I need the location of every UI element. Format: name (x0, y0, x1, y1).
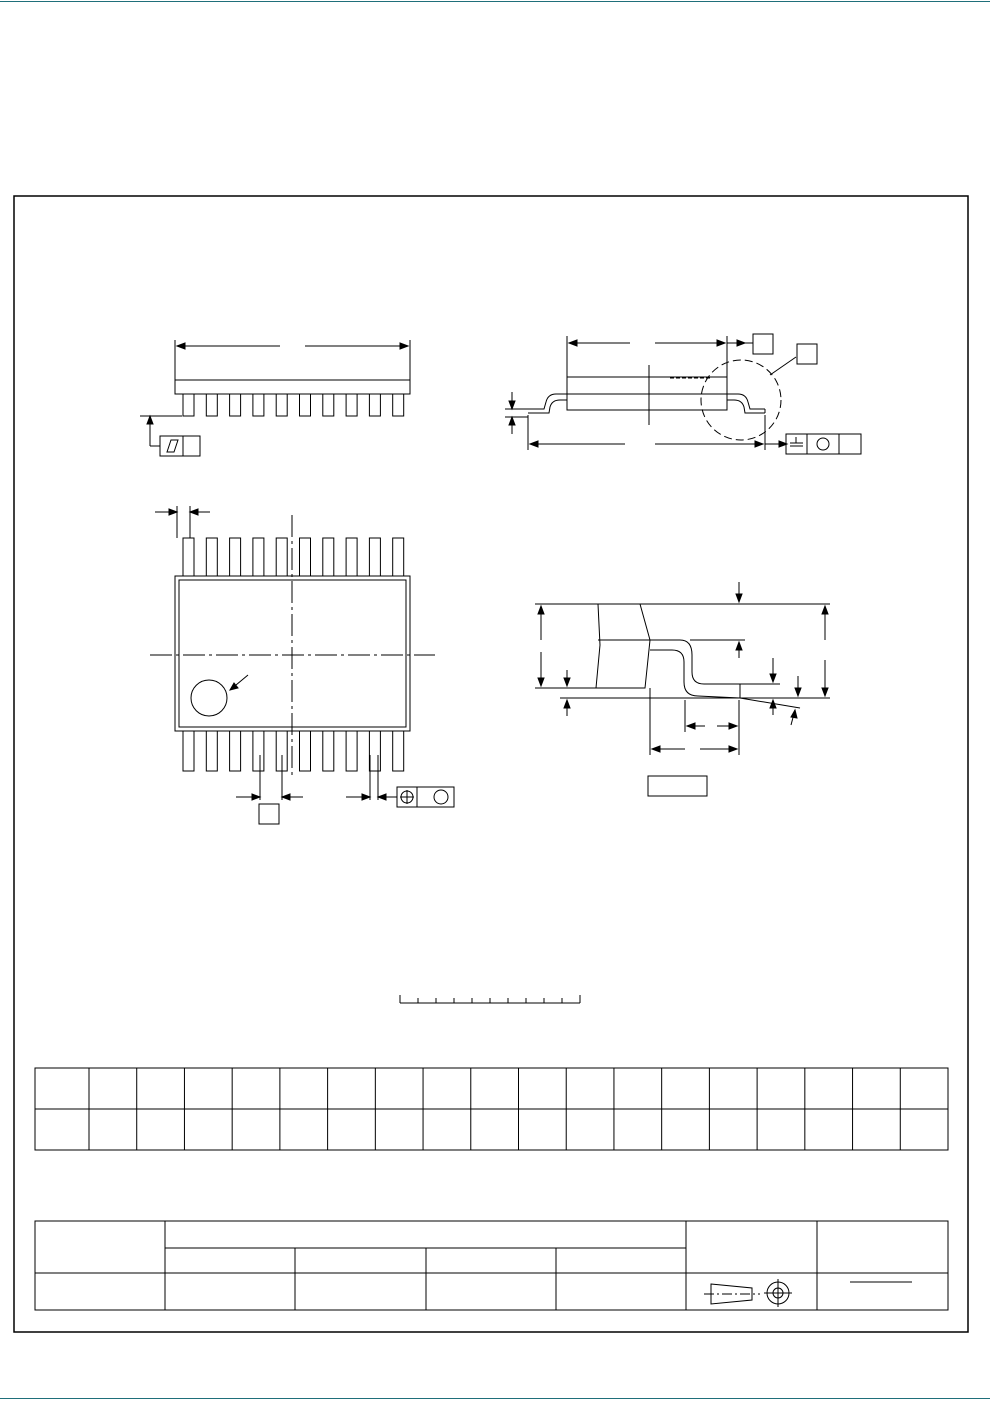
top-lead (369, 538, 380, 576)
top-lead (323, 538, 334, 576)
top-lead (206, 538, 217, 576)
side-lead (183, 394, 194, 416)
side-lead (206, 394, 217, 416)
side-lead (230, 394, 241, 416)
title-block (35, 1221, 948, 1310)
datum-box (753, 334, 773, 354)
top-view (150, 506, 454, 824)
side-view (140, 340, 410, 456)
bottom-lead (183, 731, 194, 771)
bottom-lead (300, 731, 311, 771)
scale-bar (400, 995, 580, 1003)
first-angle-projection-icon (704, 1279, 792, 1307)
detail-caption-box (648, 776, 707, 796)
top-lead (183, 538, 194, 576)
side-lead (393, 394, 404, 416)
end-view (505, 334, 861, 454)
side-lead (253, 394, 264, 416)
pin1-indicator (191, 680, 227, 716)
bottom-lead (206, 731, 217, 771)
side-lead (346, 394, 357, 416)
top-lead (276, 538, 287, 576)
dimension-table (35, 1068, 948, 1150)
detail-x-view (535, 582, 830, 796)
side-lead (369, 394, 380, 416)
bottom-lead (253, 731, 264, 771)
side-lead (276, 394, 287, 416)
flatness-tolerance-frame (160, 436, 200, 456)
side-lead (300, 394, 311, 416)
detail-x-circle (701, 360, 781, 440)
bottom-lead (393, 731, 404, 771)
bottom-lead (346, 731, 357, 771)
bottom-lead (323, 731, 334, 771)
bottom-lead (230, 731, 241, 771)
bottom-lead (369, 731, 380, 771)
profile-tolerance-frame (786, 434, 861, 454)
top-lead (393, 538, 404, 576)
top-lead (253, 538, 264, 576)
dimension-label-box (259, 804, 279, 824)
side-lead (323, 394, 334, 416)
top-lead (346, 538, 357, 576)
top-lead (230, 538, 241, 576)
top-lead (300, 538, 311, 576)
drawing-frame (14, 196, 968, 1332)
detail-label-box (797, 344, 817, 364)
footer-rule (0, 1398, 990, 1399)
